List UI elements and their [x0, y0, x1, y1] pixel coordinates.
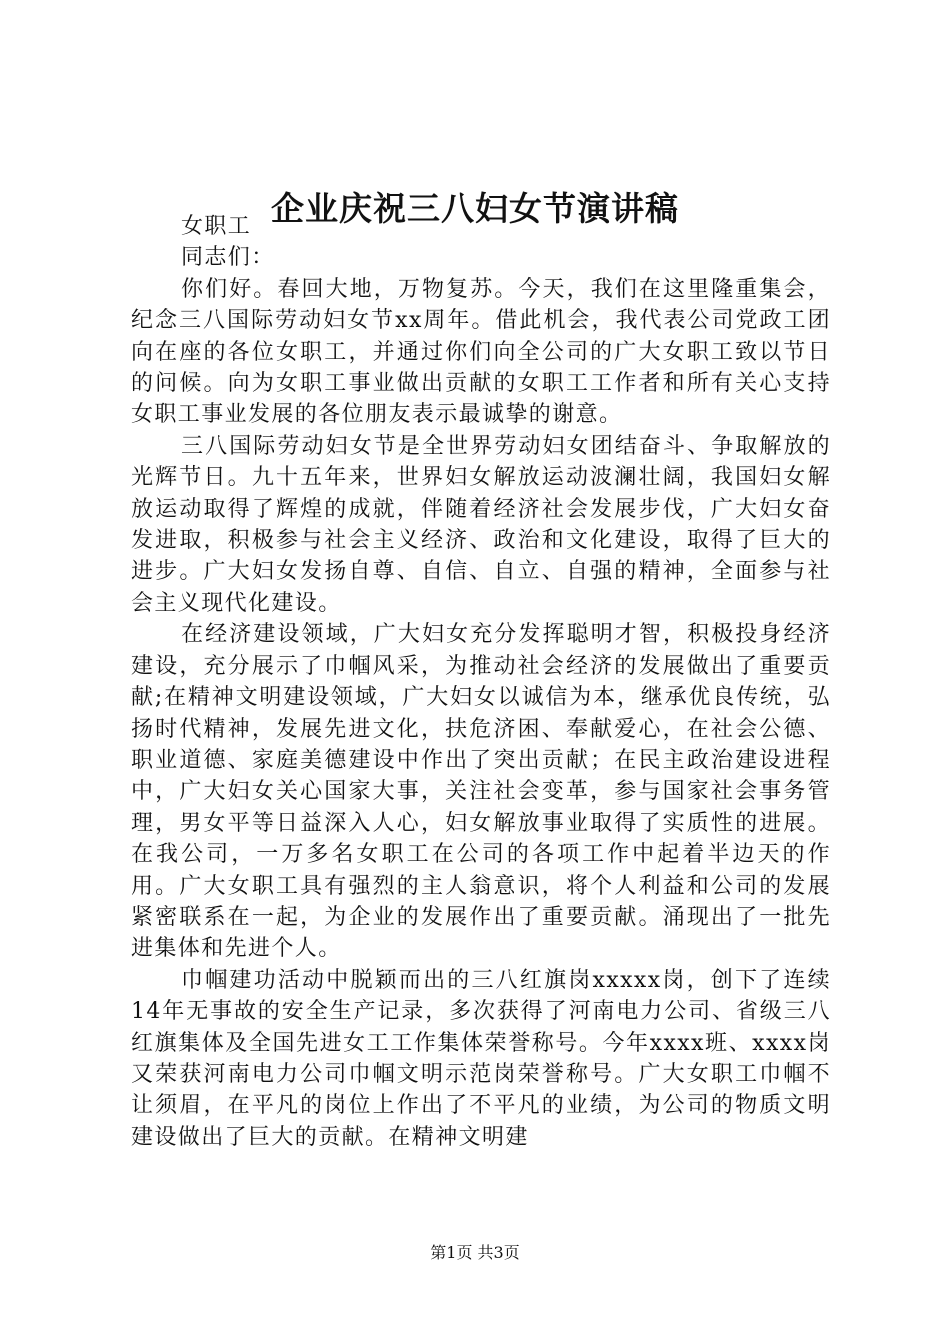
greeting-line: 同志们：	[181, 245, 275, 271]
document-title: 企业庆祝三八妇女节演讲稿	[271, 189, 679, 228]
greeting-line: 女职工	[181, 214, 252, 239]
document-body	[131, 211, 831, 1153]
page-number-footer: 第1页 共3页	[430, 1243, 520, 1262]
body-paragraph: 巾帼建功活动中脱颖而出的三八红旗岗xxxxx岗，创下了连续14年无事故的安全生产记录，多次获得了河南电力公司、省级三八红旗集体及全国先进女工工作集体荣誉称号。今年xxxx班、xxxx岗又荣获河南电力公司巾帼文明示范岗荣誉称号。广大女职工巾帼不让须眉，在平凡的岗位上作出了不平凡的业绩，为公司的物质文明建设做出了巨大的贡献。在精神文明建	[131, 967, 831, 1150]
body-paragraph: 你们好。春回大地，万物复苏。今天，我们在这里隆重集会，纪念三八国际劳动妇女节xx周年。借此机会，我代表公司党政工团向在座的各位女职工，并通过你们向全公司的广大女职工致以节日的问候。向为女职工事业做出贡献的女职工工作者和所有关心支持女职工事业发展的各位朋友表示最诚挚的谢意。	[131, 276, 831, 428]
body-paragraph: 在经济建设领域，广大妇女充分发挥聪明才智，积极投身经济建设，充分展示了巾帼风采，为推动社会经济的发展做出了重要贡献;在精神文明建设领域，广大妇女以诚信为本，继承优良传统，弘扬时代精神，发展先进文化，扶危济困、奉献爱心，在社会公德、职业道德、家庭美德建设中作出了突出贡献；在民主政治建设进程中，广大妇女关心国家大事，关注社会变革，参与国家社会事务管理，男女平等日益深入人心，妇女解放事业取得了实质性的进展。在我公司，一万多名女职工在公司的各项工作中起着半边天的作用。广大女职工具有强烈的主人翁意识，将个人利益和公司的发展紧密联系在一起，为企业的发展作出了重要贡献。涌现出了一批先进集体和先进个人。	[131, 622, 831, 962]
body-paragraph: 三八国际劳动妇女节是全世界劳动妇女团结奋斗、争取解放的光辉节日。九十五年来，世界妇女解放运动波澜壮阔，我国妇女解放运动取得了辉煌的成就，伴随着经济社会发展步伐，广大妇女奋发进取，积极参与社会主义经济、政治和文化建设，取得了巨大的进步。广大妇女发扬自尊、自信、自立、自强的精神，全面参与社会主义现代化建设。	[131, 433, 831, 616]
